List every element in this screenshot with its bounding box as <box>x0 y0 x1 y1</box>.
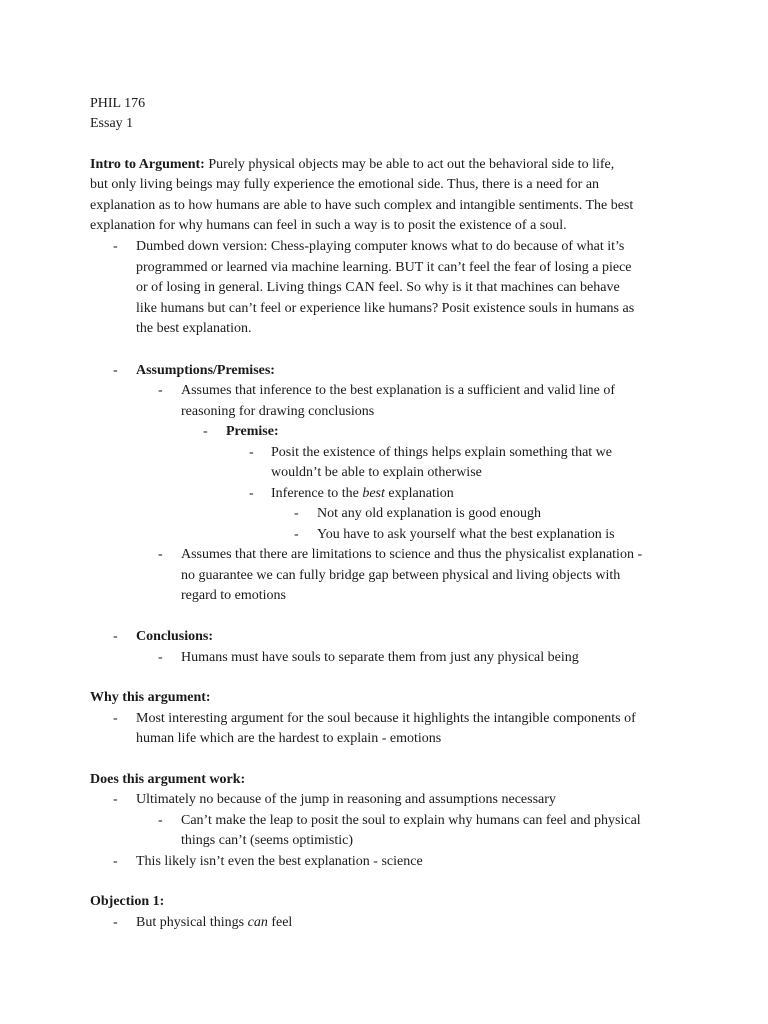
bullet-dash: - <box>113 239 118 254</box>
works-heading: Does this argument work: <box>90 772 246 787</box>
objection-1-point: But physical things can feel <box>136 915 293 930</box>
bullet-dash: - <box>158 547 163 562</box>
objection-1-heading: Objection 1: <box>90 894 165 909</box>
bullet-dash: - <box>249 445 254 460</box>
assumption-2-line-1: Assumes that there are limitations to science and thus the physicalist explanation - <box>181 547 643 562</box>
bullet-dash: - <box>113 792 118 807</box>
assumption-1-line-2: reasoning for drawing conclusions <box>181 404 375 419</box>
works-point-1: Ultimately no because of the jump in reasoning and assumptions necessary <box>136 792 556 807</box>
conclusion-1: Humans must have souls to separate them from just any physical being <box>181 650 579 665</box>
why-line-1: Most interesting argument for the soul because it highlights the intangible components of <box>136 711 636 726</box>
essay-title: Essay 1 <box>90 116 134 131</box>
intro-line-3: explanation as to how humans are able to have such complex and intangible sentiments. The best <box>90 198 634 213</box>
intro-line-4: explanation for why humans can feel in such a way is to posit the existence of a soul. <box>90 218 567 233</box>
bullet-dash: - <box>113 711 118 726</box>
premise-2a: Not any old explanation is good enough <box>317 506 541 521</box>
dumbed-down-line-4: like humans but can’t feel or experience like humans? Posit existence souls in humans as <box>136 301 635 316</box>
dumbed-down-line-3: or of losing in general. Living things CAN feel. So why is it that machines can behave <box>136 280 620 295</box>
premise-2: Inference to the best explanation <box>271 486 454 501</box>
dumbed-down-line-2: programmed or learned via machine learning. BUT it can’t feel the fear of losing a piece <box>136 260 632 275</box>
bullet-dash: - <box>113 915 118 930</box>
intro-line-1: Intro to Argument: Purely physical objects may be able to act out the behavioral side to life, <box>90 157 615 172</box>
bullet-dash: - <box>203 424 208 439</box>
bullet-dash: - <box>113 854 118 869</box>
premise-1-line-2: wouldn’t be able to explain otherwise <box>271 465 482 480</box>
premise-1-line-1: Posit the existence of things helps explain something that we <box>271 445 612 460</box>
bullet-dash: - <box>249 486 254 501</box>
bullet-dash: - <box>158 813 163 828</box>
assumptions-heading: Assumptions/Premises: <box>136 363 275 378</box>
premise-2b: You have to ask yourself what the best explanation is <box>317 527 615 542</box>
why-line-2: human life which are the hardest to explain - emotions <box>136 731 442 746</box>
assumption-1-line-1: Assumes that inference to the best explanation is a sufficient and valid line of <box>181 383 616 398</box>
bullet-dash: - <box>294 506 299 521</box>
bullet-dash: - <box>158 383 163 398</box>
intro-heading: Intro to Argument: <box>90 157 205 172</box>
bullet-dash: - <box>294 527 299 542</box>
premise-heading: Premise: <box>226 424 279 439</box>
dumbed-down-line-5: the best explanation. <box>136 321 252 336</box>
dumbed-down-line-1: Dumbed down version: Chess-playing computer knows what to do because of what it’s <box>136 239 625 254</box>
works-point-1a-line-1: Can’t make the leap to posit the soul to explain why humans can feel and physical <box>181 813 641 828</box>
course-code: PHIL 176 <box>90 96 146 111</box>
works-point-1a-line-2: things can’t (seems optimistic) <box>181 833 353 848</box>
bullet-dash: - <box>113 629 118 644</box>
intro-line-2: but only living beings may fully experience the emotional side. Thus, there is a need for an <box>90 177 600 192</box>
assumption-2-line-2: no guarantee we can fully bridge gap between physical and living objects with <box>181 568 621 583</box>
assumption-2-line-3: regard to emotions <box>181 588 286 603</box>
conclusions-heading: Conclusions: <box>136 629 214 644</box>
works-point-2: This likely isn’t even the best explanation - science <box>136 854 423 869</box>
bullet-dash: - <box>113 363 118 378</box>
bullet-dash: - <box>158 650 163 665</box>
why-heading: Why this argument: <box>90 690 211 705</box>
